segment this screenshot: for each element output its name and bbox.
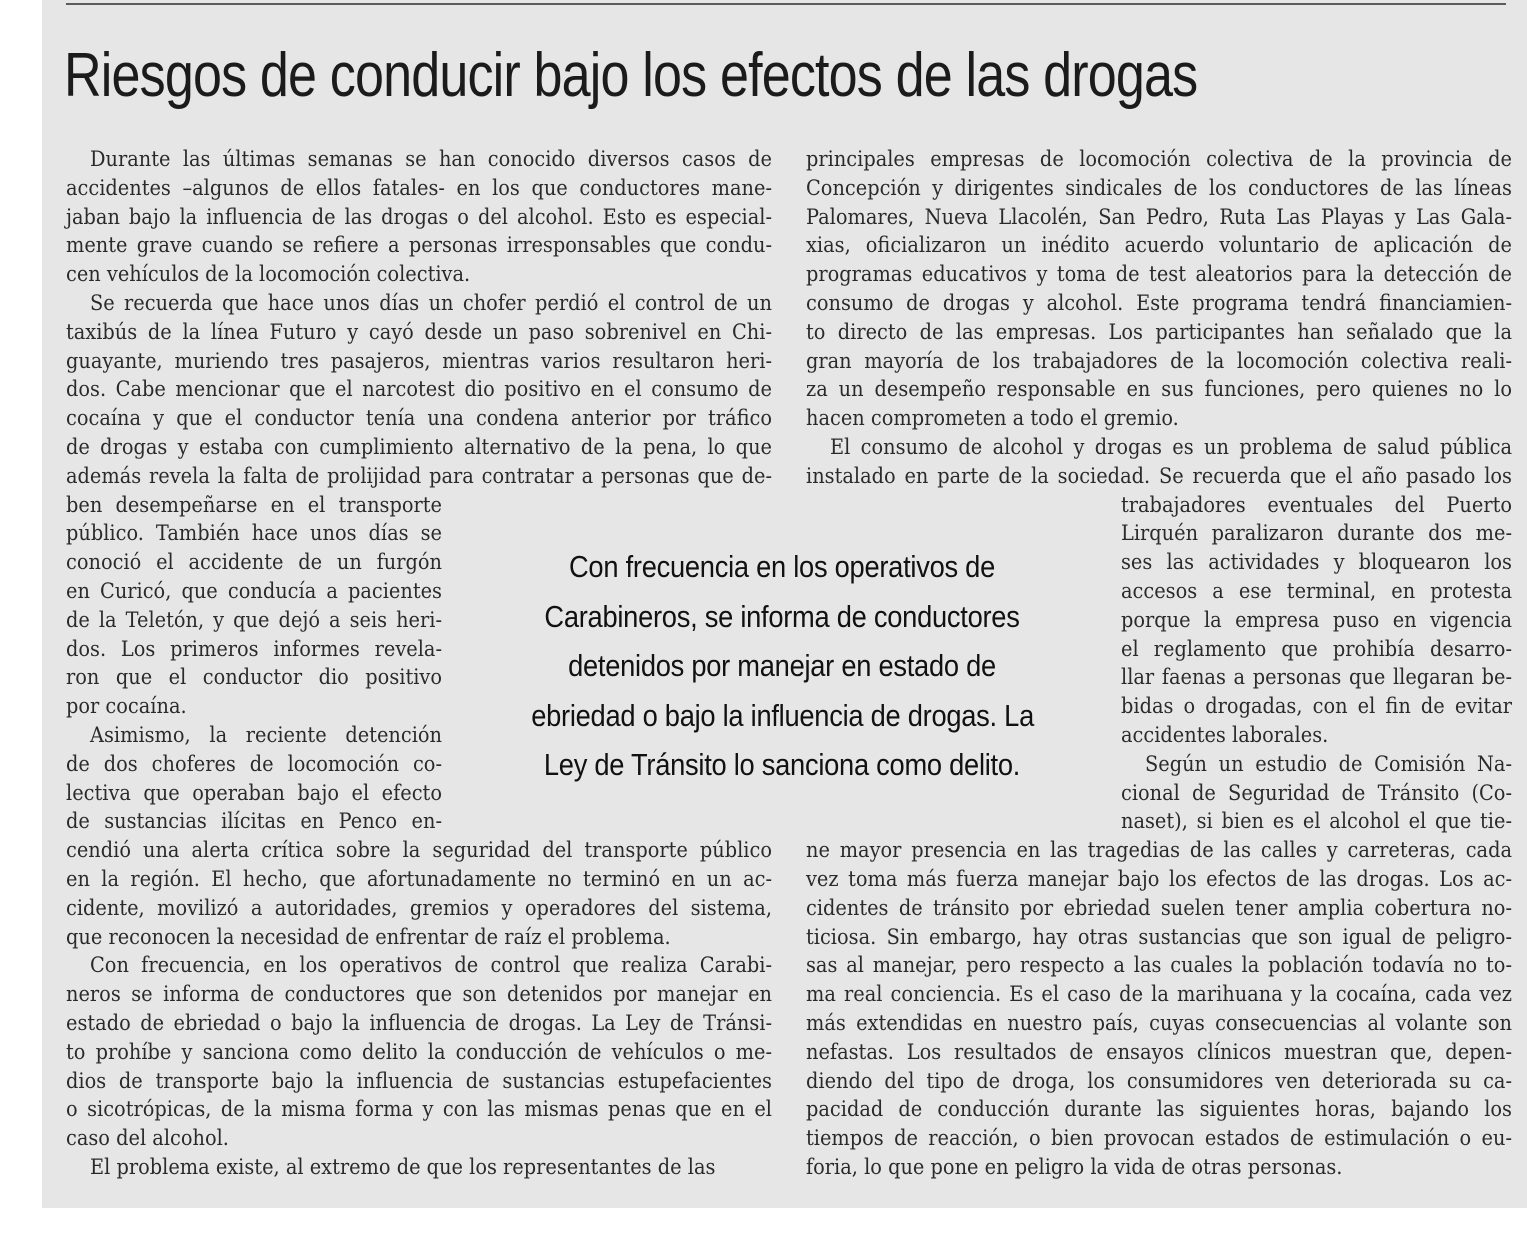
pull-quote-line: Ley de Tránsito lo sanciona como delito. bbox=[543, 747, 1021, 783]
body-line: taxibús de la línea Futuro y cayó desde un paso sobrenivel en Chi- bbox=[66, 319, 772, 345]
body-line: cocaína y que el conductor tenía una condena anterior por tráfico bbox=[66, 406, 772, 432]
body-line: guayante, muriendo tres pasajeros, mientras varios resultaron heri- bbox=[66, 348, 772, 374]
body-line: trabajadores eventuales del Puerto bbox=[1121, 492, 1512, 518]
body-line: accidentes –algunos de ellos fatales- en los que conductores mane- bbox=[66, 175, 772, 201]
pull-quote bbox=[497, 542, 1067, 790]
body-line: cendió una alerta crítica sobre la seguridad del transporte público bbox=[66, 838, 772, 864]
body-line: vez toma más fuerza manejar bajo los efectos de las drogas. Los ac- bbox=[806, 867, 1512, 892]
body-line: diendo del tipo de droga, los consumidores ven deteriorada su ca- bbox=[806, 1068, 1512, 1094]
body-line: que reconocen la necesidad de enfrentar de raíz el problema. bbox=[66, 924, 671, 950]
body-line: dos. Cabe mencionar que el narcotest dio positivo en el consumo de bbox=[66, 377, 772, 403]
body-line: porque la empresa puso en vigencia bbox=[1121, 607, 1512, 633]
top-rule bbox=[66, 3, 1506, 5]
body-line: cen vehículos de la locomoción colectiva. bbox=[66, 262, 471, 288]
body-line: instalado en parte de la sociedad. Se recuerda que el año pasado los bbox=[806, 463, 1512, 489]
body-line: además revela la falta de prolijidad para contratar a personas que de- bbox=[66, 463, 772, 489]
body-line: Se recuerda que hace unos días un chofer perdió el control de un bbox=[90, 291, 772, 316]
body-line: dos. Los primeros informes revela- bbox=[66, 636, 442, 662]
body-line: caso del alcohol. bbox=[66, 1126, 229, 1152]
body-line: El problema existe, al extremo de que los representantes de las bbox=[90, 1155, 716, 1180]
body-line: de dos choferes de locomoción co- bbox=[66, 751, 442, 777]
body-line: programas educativos y toma de test aleatorios para la detección de bbox=[806, 262, 1512, 288]
body-line: ne mayor presencia en las tragedias de las calles y carreteras, cada bbox=[806, 838, 1512, 864]
body-line: conoció el accidente de un furgón bbox=[66, 550, 442, 576]
body-line: ben desempeñarse en el transporte bbox=[66, 492, 442, 518]
body-line: cidentes de tránsito por ebriedad suelen tener amplia cobertura no- bbox=[806, 895, 1512, 921]
pull-quote-line: Carabineros, se informa de conductores bbox=[544, 598, 1020, 634]
body-line: jaban bajo la influencia de las drogas o del alcohol. Esto es especial- bbox=[66, 204, 772, 230]
pull-quote-line: ebriedad o bajo la influencia de drogas. La bbox=[531, 697, 1035, 733]
body-line: llar faenas a personas que llegaran be- bbox=[1121, 665, 1512, 691]
body-line: ma real conciencia. Es el caso de la marihuana y la cocaína, cada vez bbox=[806, 982, 1512, 1008]
body-line: Palomares, Nueva Llacolén, San Pedro, Ruta Las Playas y Las Gala- bbox=[806, 204, 1512, 230]
body-line: ticiosa. Sin embargo, hay otras sustancias que son igual de peligro- bbox=[806, 924, 1512, 950]
pull-quote-line: Con frecuencia en los operativos de bbox=[568, 549, 995, 584]
body-line: ron que el conductor dio positivo bbox=[66, 665, 442, 691]
body-line: tiempos de reacción, o bien provocan estados de estimulación o eu- bbox=[806, 1126, 1512, 1152]
body-line: consumo de drogas y alcohol. Este programa tendrá financiamien- bbox=[806, 291, 1512, 316]
body-line: El consumo de alcohol y drogas es un problema de salud pública bbox=[830, 435, 1512, 460]
body-line: Asimismo, la reciente detención bbox=[90, 723, 442, 748]
body-line: accidentes laborales. bbox=[1121, 723, 1329, 748]
headline: Riesgos de conducir bajo los efectos de las drogas bbox=[64, 41, 1198, 110]
body-line: sas al manejar, pero respecto a las cuales la población todavía no to- bbox=[806, 953, 1512, 979]
body-line: nefastas. Los resultados de ensayos clínicos muestran que, depen- bbox=[806, 1039, 1512, 1065]
body-line: de drogas y estaba con cumplimiento alternativo de la pena, lo que bbox=[66, 435, 772, 460]
body-line: principales empresas de locomoción colectiva de la provincia de bbox=[806, 147, 1512, 172]
body-line: más extendidas en nuestro país, cuyas consecuencias al volante son bbox=[806, 1011, 1512, 1036]
body-line: cional de Seguridad de Tránsito (Co- bbox=[1121, 780, 1512, 806]
body-line: gran mayoría de los trabajadores de la locomoción colectiva reali- bbox=[806, 348, 1512, 374]
body-line: de la Teletón, y que dejó a seis heri- bbox=[66, 607, 442, 633]
body-line: Lirquén paralizaron durante dos me- bbox=[1121, 521, 1512, 547]
body-line: por cocaína. bbox=[66, 694, 187, 720]
body-line: de sustancias ilícitas en Penco en- bbox=[66, 809, 442, 835]
body-line: neros se informa de conductores que son detenidos por manejar en bbox=[66, 982, 772, 1008]
body-line: accesos a ese terminal, en protesta bbox=[1121, 579, 1512, 604]
body-line: o sicotrópicas, de la misma forma y con las mismas penas que en el bbox=[66, 1097, 772, 1123]
body-line: foria, lo que pone en peligro la vida de otras personas. bbox=[806, 1155, 1343, 1180]
body-line: lectiva que operaban bajo el efecto bbox=[66, 780, 442, 806]
body-line: hacen comprometen a todo el gremio. bbox=[806, 406, 1179, 432]
body-line: en Curicó, que conducía a pacientes bbox=[66, 579, 442, 604]
body-line: to directo de las empresas. Los participantes han señalado que la bbox=[806, 319, 1512, 345]
body-line: público. También hace unos días se bbox=[66, 521, 442, 547]
body-line: bidas o drogadas, con el fin de evitar bbox=[1121, 694, 1512, 720]
body-line: Según un estudio de Comisión Na- bbox=[1145, 751, 1512, 777]
pull-quote-line: detenidos por manejar en estado de bbox=[568, 648, 996, 684]
body-line: xias, oficializaron un inédito acuerdo voluntario de aplicación de bbox=[806, 233, 1512, 259]
body-line: estado de ebriedad o bajo la influencia de drogas. La Ley de Tránsi- bbox=[66, 1011, 772, 1036]
body-line: za un desempeño responsable en sus funciones, pero quienes no lo bbox=[806, 377, 1512, 403]
body-line: pacidad de conducción durante las siguientes horas, bajando los bbox=[806, 1097, 1512, 1123]
body-line: naset), si bien es el alcohol el que tie- bbox=[1121, 809, 1512, 835]
body-line: Durante las últimas semanas se han conocido diversos casos de bbox=[90, 147, 772, 172]
body-line: to prohíbe y sanciona como delito la conducción de vehículos o me- bbox=[66, 1039, 772, 1065]
body-line: dios de transporte bajo la influencia de sustancias estupefacientes bbox=[66, 1068, 772, 1094]
body-line: Con frecuencia, en los operativos de control que realiza Carabi- bbox=[90, 953, 772, 979]
body-line: el reglamento que prohibía desarro- bbox=[1121, 636, 1512, 662]
body-line: mente grave cuando se refiere a personas irresponsables que condu- bbox=[66, 233, 772, 259]
body-line: cidente, movilizó a autoridades, gremios y operadores del sistema, bbox=[66, 895, 772, 921]
body-line: Concepción y dirigentes sindicales de los conductores de las líneas bbox=[806, 175, 1512, 201]
body-line: en la región. El hecho, que afortunadamente no terminó en un ac- bbox=[66, 867, 772, 892]
body-line: ses las actividades y bloquearon los bbox=[1121, 550, 1512, 576]
